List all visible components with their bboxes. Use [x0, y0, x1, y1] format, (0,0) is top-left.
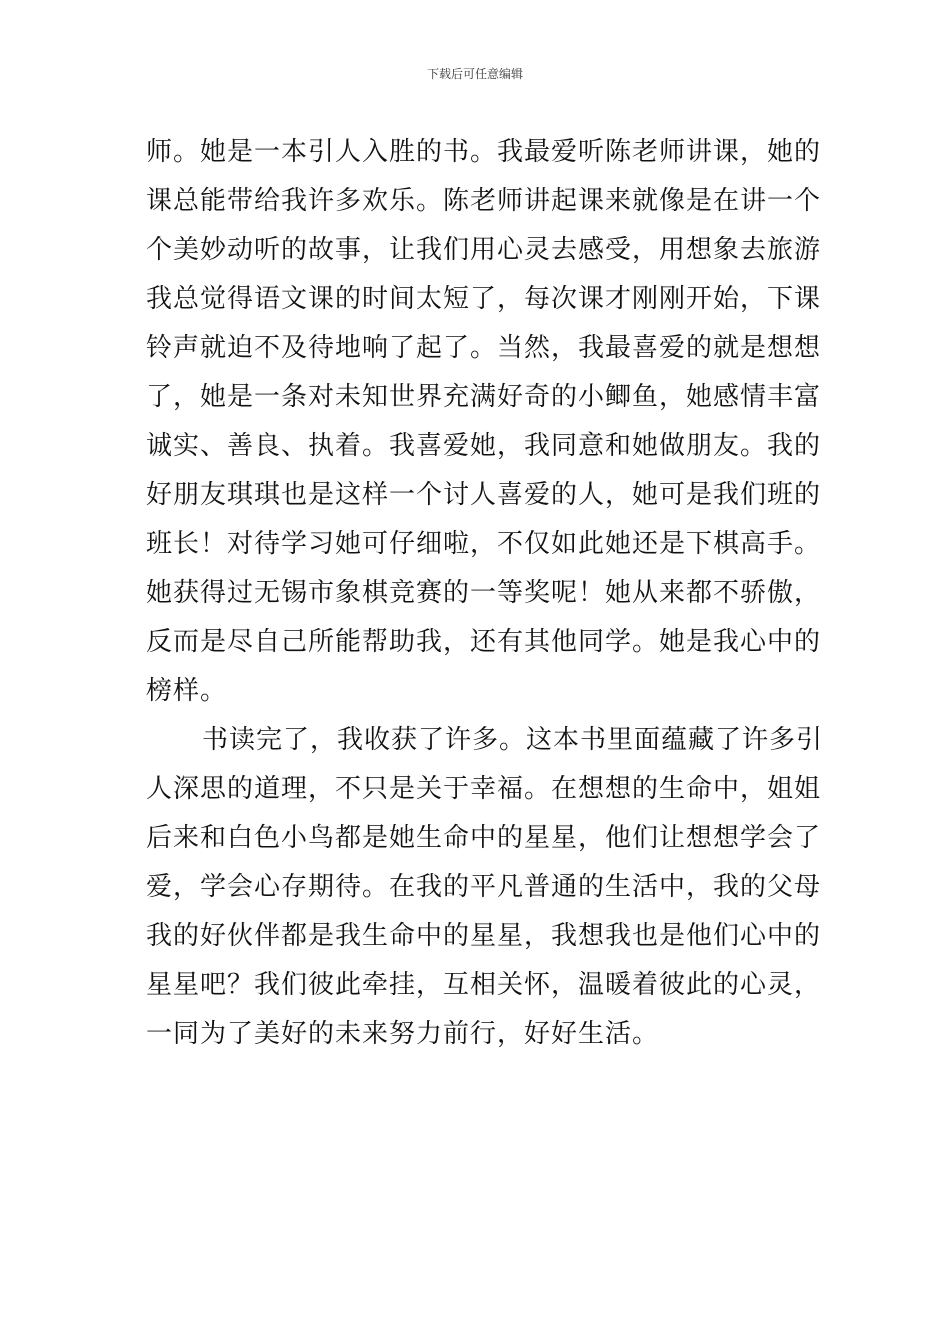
text-line: 我的好伙伴都是我生命中的星星，我想我也是他们心中的	[146, 921, 822, 951]
text-line: 课总能带给我许多欢乐。陈老师讲起课来就像是在讲一个	[146, 186, 822, 216]
text-line: 人深思的道理，不只是关于幸福。在想想的生命中，姐姐	[146, 774, 822, 804]
text-line: 一同为了美好的未来努力前行，好好生活。	[146, 1019, 660, 1049]
text-line: 星星吧？我们彼此牵挂，互相关怀，温暖着彼此的心灵，	[146, 970, 822, 1000]
text-line: 班长！对待学习她可仔细啦，不仅如此她还是下棋高手。	[146, 529, 822, 559]
text-line: 个美妙动听的故事，让我们用心灵去感受，用想象去旅游	[146, 235, 822, 265]
text-line-indented: 书读完了，我收获了许多。这本书里面蕴藏了许多引	[202, 725, 824, 755]
text-line: 后来和白色小鸟都是她生命中的星星，他们让想想学会了	[146, 823, 822, 853]
page-header: 下载后可任意编辑	[426, 67, 523, 81]
paragraph-2	[146, 716, 826, 1059]
text-line: 好朋友琪琪也是这样一个讨人喜爱的人，她可是我们班的	[146, 480, 822, 510]
text-line: 爱，学会心存期待。在我的平凡普通的生活中，我的父母	[146, 872, 822, 902]
text-line: 了，她是一条对未知世界充满好奇的小鲫鱼，她感情丰富	[146, 382, 822, 412]
document-body	[146, 128, 826, 1059]
text-line: 铃声就迫不及待地响了起了。当然，我最喜爱的就是想想	[146, 333, 822, 363]
text-line: 师。她是一本引人入胜的书。我最爱听陈老师讲课，她的	[146, 137, 822, 167]
text-line: 反而是尽自己所能帮助我，还有其他同学。她是我心中的	[146, 627, 822, 657]
text-line: 榜样。	[146, 676, 228, 706]
paragraph-1	[146, 128, 826, 716]
text-line: 诚实、善良、执着。我喜爱她，我同意和她做朋友。我的	[146, 431, 822, 461]
text-line: 我总觉得语文课的时间太短了，每次课才刚刚开始，下课	[146, 284, 822, 314]
text-line: 她获得过无锡市象棋竞赛的一等奖呢！她从来都不骄傲，	[146, 578, 822, 608]
